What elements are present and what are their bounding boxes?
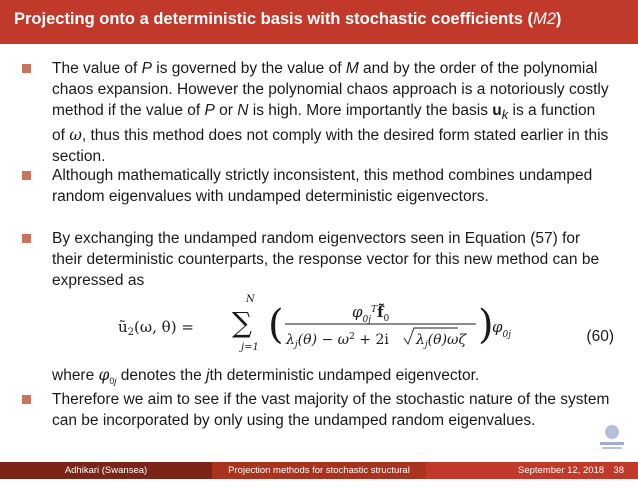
footer-page: 38 xyxy=(613,465,624,476)
equation-number: (60) xyxy=(586,328,614,345)
university-logo xyxy=(592,418,632,458)
slide-title-bar xyxy=(0,0,638,44)
where-line: where $\varphi_{0j}$ denotes the jth deterministic undamped eigenvector. xyxy=(52,366,480,387)
bullet-square-icon xyxy=(22,395,31,404)
bullet-4-text: Therefore we aim to see if the vast majority of the stochastic nature of the system can be incorporated by only using the undamped random eigenvalues. xyxy=(52,391,610,429)
footer-right xyxy=(426,462,638,479)
bullet-2-text: Although mathematically strictly inconsistent, this method combines undamped random eigenvalues with undamped deterministic eigenvectors. xyxy=(52,167,593,205)
footer-author: Adhikari (Swansea) xyxy=(0,462,212,479)
bullet-square-icon xyxy=(22,171,31,180)
footer-title: Projection methods for stochastic structural dynamics xyxy=(212,462,426,479)
bullet-3-text: By exchanging the undamped random eigenvectors seen in Equation (57) for their deterministic counterparts, the response vector for this new method can be expressed as xyxy=(52,230,600,289)
footer-bar xyxy=(0,462,638,493)
equation-svg xyxy=(0,272,638,364)
right-paren: ) xyxy=(478,302,494,348)
footer-date: September 12, 2018 xyxy=(518,465,605,476)
sum-lower: j=1 xyxy=(241,342,259,353)
sum-upper: N xyxy=(246,294,255,305)
svg-text:λj(θ)ωζ: $\lambda_j(\theta)\omega\zeta$ xyxy=(416,332,467,350)
bullet-square-icon xyxy=(22,234,31,243)
trailing-phi: $\varphi_{0j}$ xyxy=(492,318,512,340)
equation-lhs: $ũ_2(\omega$, θ) = xyxy=(118,318,194,338)
model-label: M2 xyxy=(532,10,556,28)
bullet-1-text: The value of P is governed by the value of M and by the order of the polynomial chaos expansion. However the polynomial chaos approach is a notoriously costly method if the value of P or N is high. More importantly the basis $u_k$ is a function of ω, thus this method does not comply with the desired form stated earlier in this section. xyxy=(52,60,609,166)
denominator: $\lambda_j(\theta) - \omega^2 + 2i$ xyxy=(286,332,389,350)
sum-symbol: ∑ xyxy=(232,306,252,339)
numerator: $\varphi_{0j}^Tf̃_0$ xyxy=(352,303,390,325)
equation-60 xyxy=(0,272,638,364)
left-paren: ( xyxy=(268,302,284,348)
bullet-square-icon xyxy=(22,64,31,73)
slide-title: Projecting onto a deterministic basis with stochastic coefficients (M2) xyxy=(14,10,562,28)
